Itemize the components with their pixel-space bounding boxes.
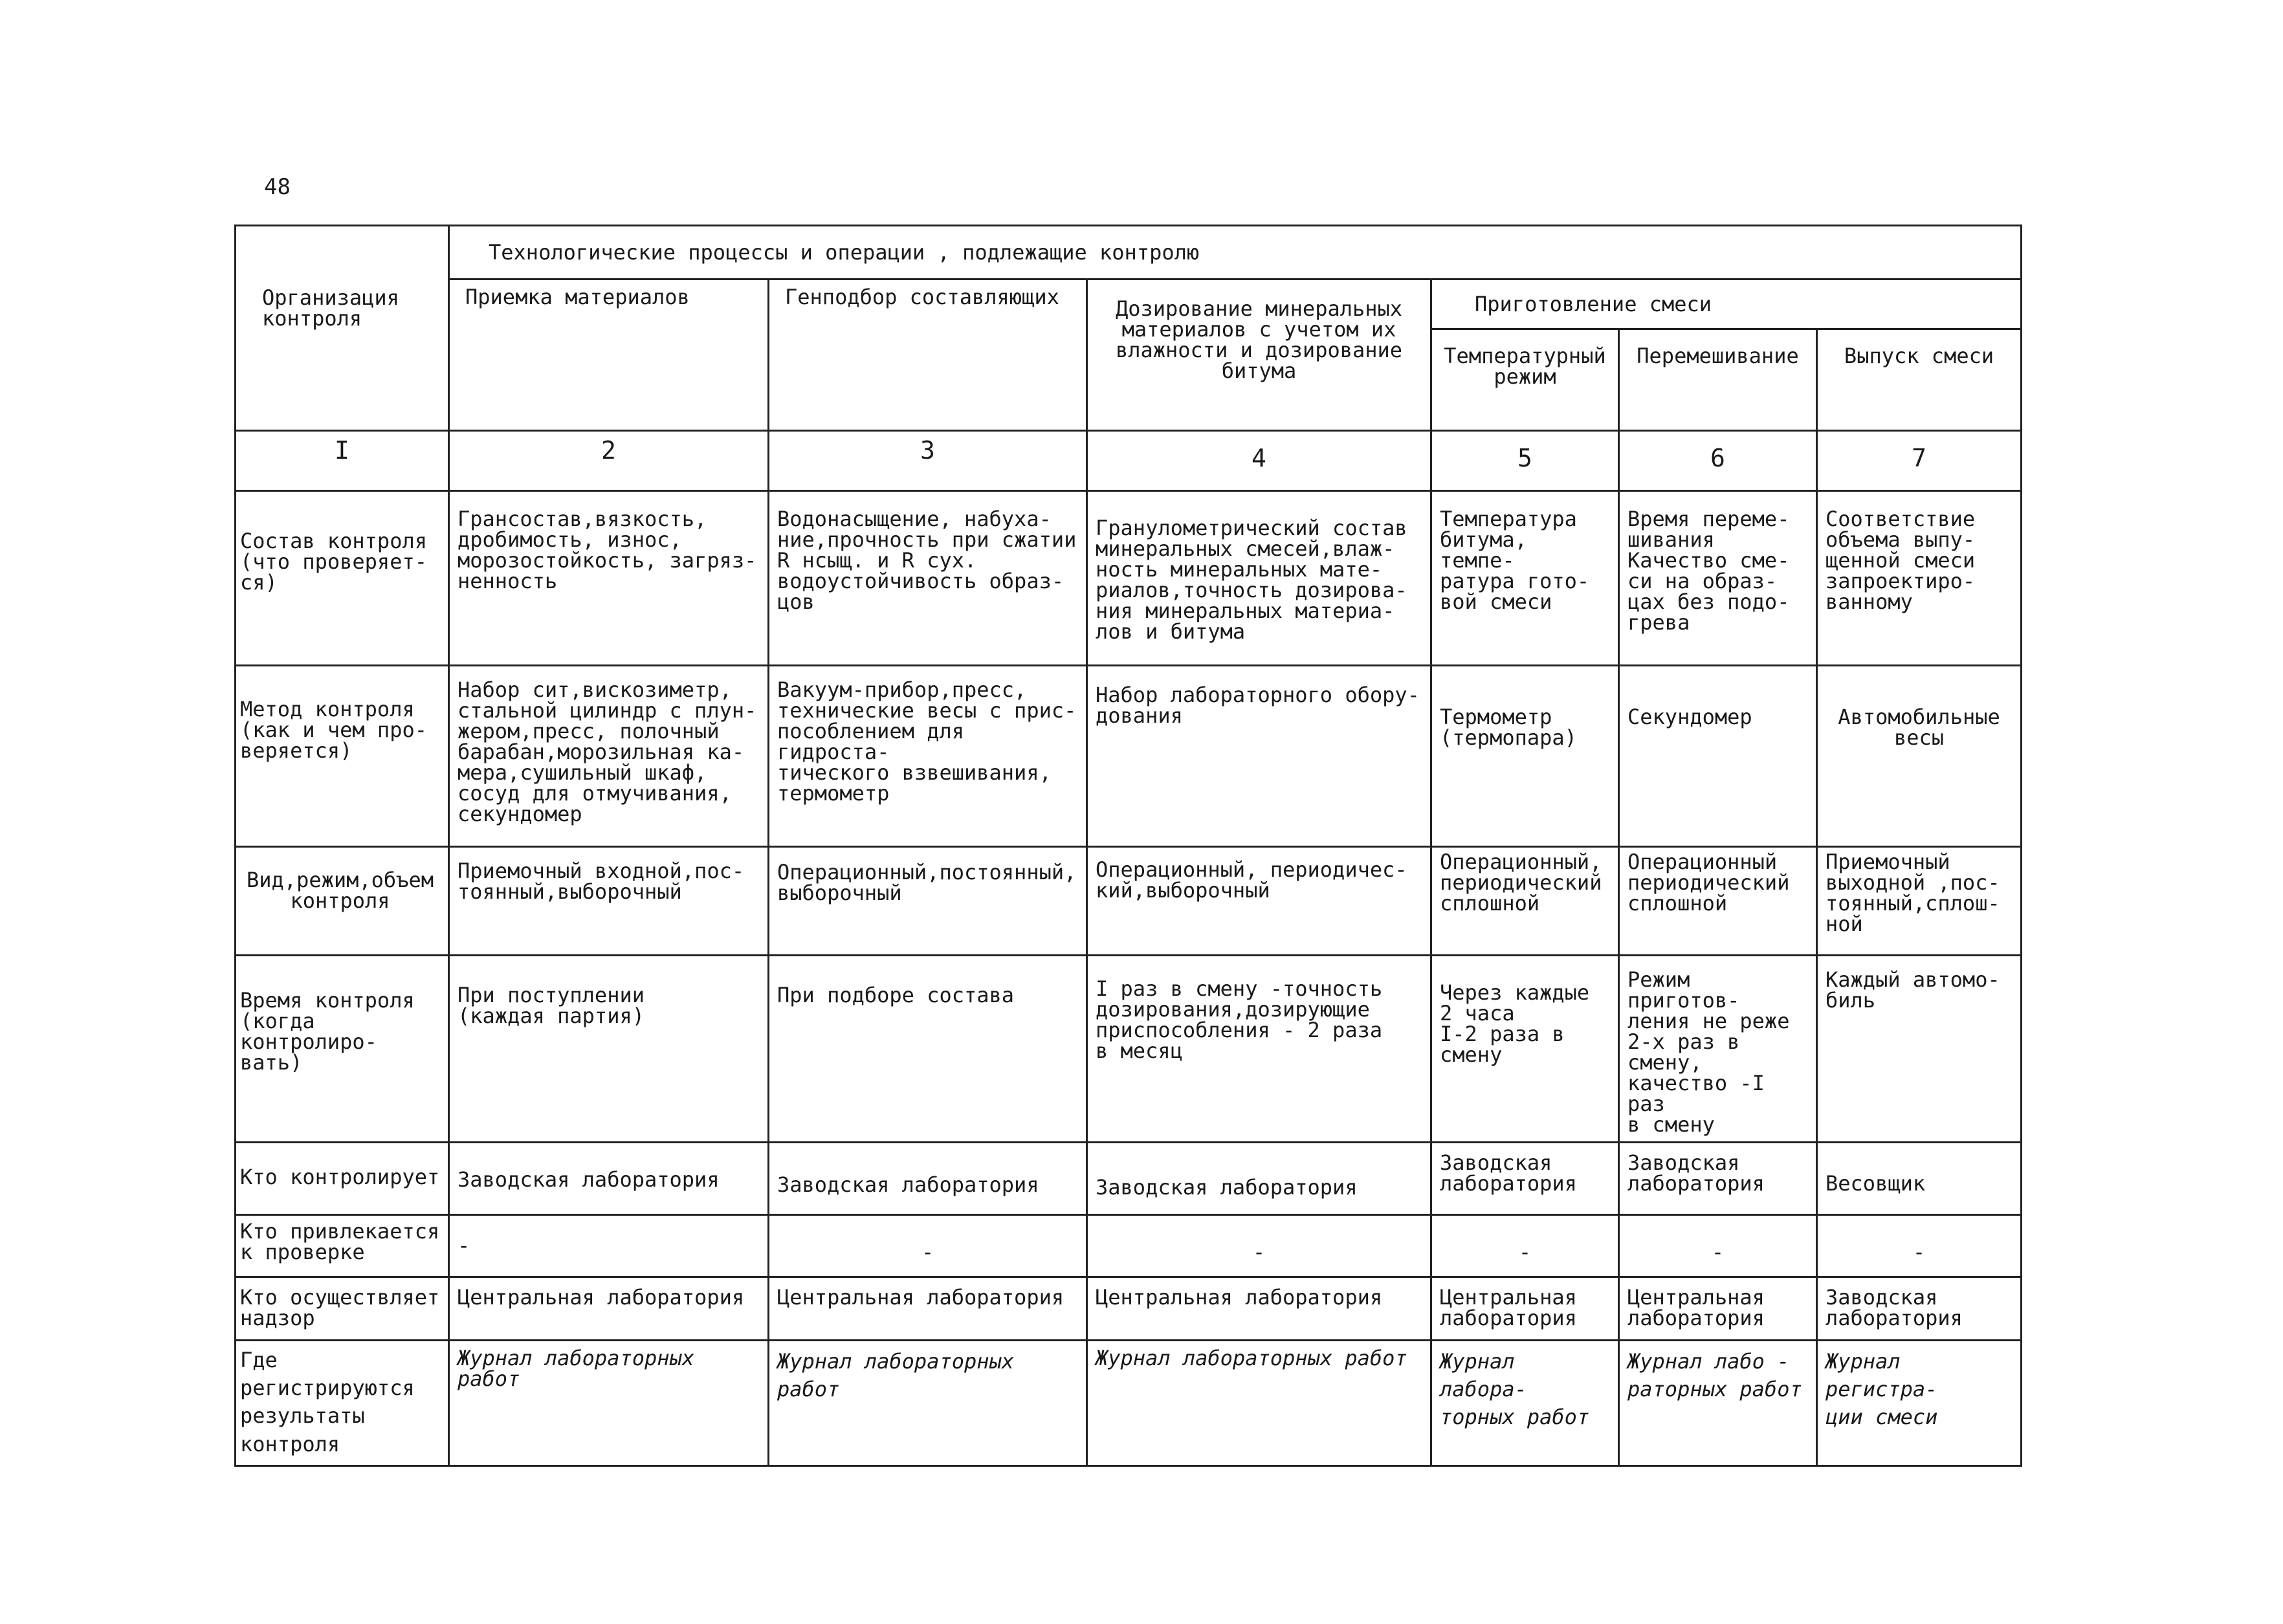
header-row-2 <box>236 280 2022 329</box>
table-cell: Секундомер <box>1619 666 1817 847</box>
col-header-selection: Генподбор составляющих <box>769 280 1087 431</box>
row-label: Вид,режим,объем контроля <box>236 847 449 956</box>
table-row <box>236 847 2022 956</box>
process-header: Технологические процессы и операции , подлежащие контролю <box>449 226 2022 280</box>
table-cell: Приемочный выходной ,пос- тоянный,сплош- ной <box>1817 847 2022 956</box>
table-cell: Центральная лаборатория <box>1431 1277 1619 1341</box>
table-cell: Заводская лаборатория <box>1087 1143 1431 1215</box>
table-cell: Грансостав,вязкость, дробимость, износ, морозостойкость, загряз- ненность <box>449 491 769 666</box>
table-cell: - <box>1431 1215 1619 1277</box>
table-cell: Центральная лаборатория <box>1619 1277 1817 1341</box>
table-cell: Операционный периодический сплошной <box>1619 847 1817 956</box>
column-number: 6 <box>1619 431 1817 491</box>
row-label: Кто осуществляет надзор <box>236 1277 449 1341</box>
table-cell: Заводская лаборатория <box>1619 1143 1817 1215</box>
table-cell: Заводская лаборатория <box>1817 1277 2022 1341</box>
row-label: Где регистрируются результаты контроля <box>236 1341 449 1466</box>
column-number: 4 <box>1087 431 1431 491</box>
row-label: Состав контроля (что проверяет- ся) <box>236 491 449 666</box>
row-label: Кто контролирует <box>236 1143 449 1215</box>
table-cell: - <box>1817 1215 2022 1277</box>
table-cell: Операционный, периодичес- кий,выборочный <box>1087 847 1431 956</box>
col-header-release: Выпуск смеси <box>1817 329 2022 431</box>
table-row <box>236 1215 2022 1277</box>
table-cell: Заводская лаборатория <box>769 1143 1087 1215</box>
column-number: 2 <box>449 431 769 491</box>
col-header-mix-prep: Приготовление смеси <box>1431 280 2022 329</box>
table-cell: Режим приготов- ления не реже 2-х раз в смену, качество -I раз в смену <box>1619 956 1817 1143</box>
table-cell: Гранулометрический состав минеральных смесей,влаж- ность минеральных мате- риалов,точность дозирова- ния минеральных материа- лов и битума <box>1087 491 1431 666</box>
table-cell: - <box>769 1215 1087 1277</box>
column-number: 3 <box>769 431 1087 491</box>
table-cell: Центральная лаборатория <box>769 1277 1087 1341</box>
table-cell: Через каждые 2 часа I-2 раза в смену <box>1431 956 1619 1143</box>
table-cell: При подборе состава <box>769 956 1087 1143</box>
row-label: Метод контроля (как и чем про- веряется) <box>236 666 449 847</box>
table-row <box>236 666 2022 847</box>
table-row <box>236 1277 2022 1341</box>
table-cell: Заводская лаборатория <box>449 1143 769 1215</box>
table-cell: Журнал лабо - раторных работ <box>1619 1341 1817 1466</box>
table-row <box>236 1341 2022 1466</box>
table-cell: Центральная лаборатория <box>449 1277 769 1341</box>
table-cell: Каждый автомо- биль <box>1817 956 2022 1143</box>
table-cell: Весовщик <box>1817 1143 2022 1215</box>
col-header-temperature: Температурный режим <box>1431 329 1619 431</box>
table-cell: - <box>1619 1215 1817 1277</box>
page-number: 48 <box>264 174 291 200</box>
table-cell: - <box>449 1215 769 1277</box>
row-label: Кто привлекается к проверке <box>236 1215 449 1277</box>
table-cell: Соответствие объема выпу- щенной смеси запроектиро- ванному <box>1817 491 2022 666</box>
row-label: Время контроля (когда контролиро- вать) <box>236 956 449 1143</box>
table-cell: Приемочный входной,пос- тоянный,выборочный <box>449 847 769 956</box>
table-cell: Журнал лабораторных работ <box>449 1341 769 1466</box>
table-cell: Журнал лабораторных работ <box>1087 1341 1431 1466</box>
table-cell: Температура битума, темпе- ратура гото- вой смеси <box>1431 491 1619 666</box>
table-cell: Операционный, периодический сплошной <box>1431 847 1619 956</box>
col-header-dosing: Дозирование минеральных материалов с учетом их влажности и дозирование битума <box>1087 280 1431 431</box>
table-cell: Термометр (термопара) <box>1431 666 1619 847</box>
table-cell: Набор сит,вискозиметр, стальной цилиндр с плун- жером,пресс, полочный барабан,морозильная ка- мера,сушильный шкаф, сосуд для отмучивания, секундомер <box>449 666 769 847</box>
table-cell: Набор лабораторного обору- дования <box>1087 666 1431 847</box>
table-cell: Вакуум-прибор,пресс, технические весы с прис- пособлением для гидроста- тического взвешивания, термометр <box>769 666 1087 847</box>
col-header-mixing: Перемешивание <box>1619 329 1817 431</box>
table-cell: Заводская лаборатория <box>1431 1143 1619 1215</box>
table-cell: Журнал лабора- торных работ <box>1431 1341 1619 1466</box>
table-row <box>236 491 2022 666</box>
column-number-row <box>236 431 2022 491</box>
column-number: 7 <box>1817 431 2022 491</box>
column-number: I <box>236 431 449 491</box>
table-cell: Водонасыщение, набуха- ние,прочность при сжатии R нсыщ. и R сух. водоустойчивость образ- цов <box>769 491 1087 666</box>
table-cell: Время переме- шивания Качество сме- си на образ- цах без подо- грева <box>1619 491 1817 666</box>
table-cell: Операционный,постоянный, выборочный <box>769 847 1087 956</box>
table-cell: При поступлении (каждая партия) <box>449 956 769 1143</box>
table-row <box>236 956 2022 1143</box>
table-cell: Журнал лабораторных работ <box>769 1341 1087 1466</box>
col-header-receiving: Приемка материалов <box>449 280 769 431</box>
table-cell: I раз в смену -точность дозирования,дозирующие приспособления - 2 раза в месяц <box>1087 956 1431 1143</box>
table-cell: Центральная лаборатория <box>1087 1277 1431 1341</box>
column-number: 5 <box>1431 431 1619 491</box>
header-row-1 <box>236 226 2022 280</box>
org-header: Организация контроля <box>236 226 449 431</box>
table-cell: Журнал регистра- ции смеси <box>1817 1341 2022 1466</box>
table-row <box>236 1143 2022 1215</box>
table-cell: Автомобильные весы <box>1817 666 2022 847</box>
control-table <box>234 225 2022 1467</box>
table-cell: - <box>1087 1215 1431 1277</box>
